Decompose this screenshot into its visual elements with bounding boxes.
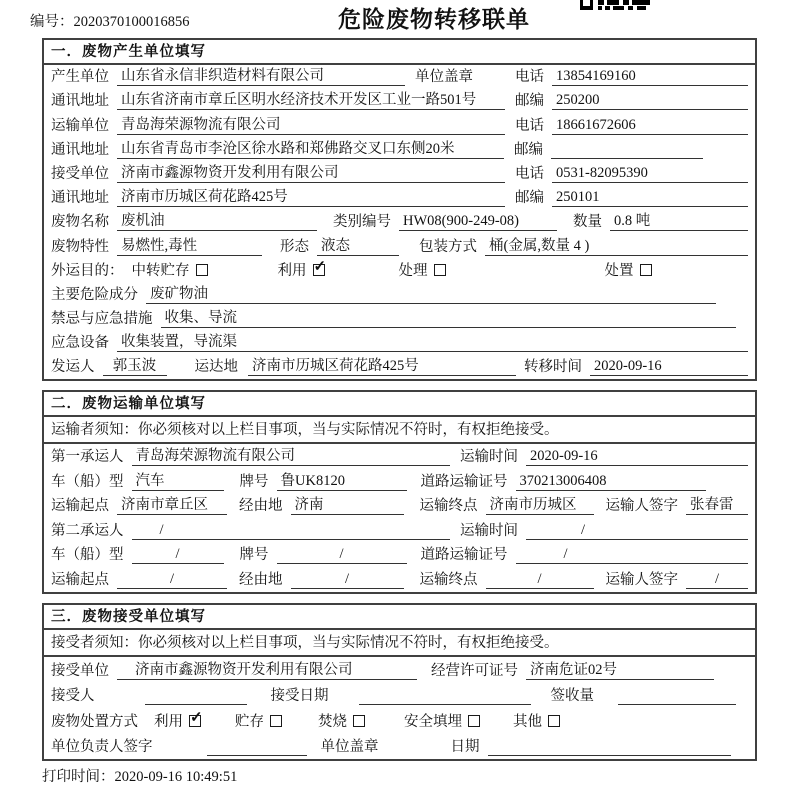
second-route-sign-value: / <box>686 570 748 589</box>
hazard-component-label: 主要危险成分 <box>51 286 138 303</box>
disposal-option-incinerate-label: 焚烧 <box>318 713 347 730</box>
disposal-option-store-label: 贮存 <box>235 713 264 730</box>
purpose-option-recycle-label: 利用 <box>277 262 307 279</box>
purpose-dispose-checkbox <box>640 264 652 276</box>
first-route-sign-value: 张春雷 <box>686 496 748 515</box>
receiver-notice: 接受者须知：你必须核对以上栏目事项，当与实际情况不符时，有权拒绝接受。 <box>44 630 755 657</box>
receive-unit-value: 济南市鑫源物资开发利用有限公司 <box>117 661 417 680</box>
second-carrier-label: 第二承运人 <box>51 522 124 539</box>
row-receiver <box>44 162 755 186</box>
seal-date-value <box>488 738 732 756</box>
first-route-via-label: 经由地 <box>239 498 283 515</box>
transporter-label: 运输单位 <box>51 117 109 134</box>
purpose-option-treat <box>399 262 446 280</box>
page-title: 危险废物转移联单 <box>338 7 530 32</box>
row-transporter-address <box>44 138 755 162</box>
transporter-address-value: 山东省青岛市李沧区徐水路和郑佛路交叉口东侧20米 <box>117 140 504 159</box>
first-transport-time-value: 2020-09-16 <box>526 447 748 466</box>
row-second-vehicle <box>44 543 755 568</box>
purpose-option-storage-label: 中转贮存 <box>131 262 190 279</box>
second-vehicle-type-label: 车（船）型 <box>51 547 124 564</box>
section-transport-title: 二．废物运输单位填写 <box>44 392 755 417</box>
receive-unit-label: 接受单位 <box>51 662 109 679</box>
section-receive-title: 三．废物接受单位填写 <box>44 605 755 630</box>
waste-props-value: 易燃性,毒性 <box>117 237 262 256</box>
disposal-method-label: 废物处置方式 <box>51 713 138 730</box>
purpose-option-recycle <box>278 262 325 280</box>
transfer-time-value: 2020-09-16 <box>590 357 748 376</box>
waste-props-label: 废物特性 <box>51 238 109 255</box>
second-plate-value: / <box>277 545 407 564</box>
row-waste-name <box>44 210 755 234</box>
emergency-measures-label: 禁忌与应急措施 <box>51 311 153 328</box>
producer-zip-label: 邮编 <box>515 93 544 110</box>
second-transport-time-value: / <box>526 521 748 540</box>
first-vehicle-type-value: 汽车 <box>132 472 224 491</box>
disposal-store-checkbox <box>270 715 282 727</box>
disposal-option-landfill <box>404 713 480 731</box>
purpose-option-dispose-label: 处置 <box>604 262 634 279</box>
row-transporter <box>44 113 755 137</box>
transporter-value: 青岛海荣源物流有限公司 <box>117 116 505 135</box>
second-carrier-value: / <box>132 521 451 540</box>
producer-address-value: 山东省济南市章丘区明水经济技术开发区工业一路501号 <box>117 91 505 110</box>
disposal-option-incinerate <box>318 713 365 731</box>
disposal-option-other-label: 其他 <box>513 713 542 730</box>
producer-value: 山东省永信非织造材料有限公司 <box>117 67 405 86</box>
purpose-recycle-checkbox <box>313 264 325 276</box>
second-transport-time-label: 运输时间 <box>460 522 518 539</box>
producer-tel-value: 13854169160 <box>552 67 748 86</box>
waste-form-value: 液态 <box>317 237 399 256</box>
first-route-via-value: 济南 <box>291 496 404 515</box>
second-route-start-label: 运输起点 <box>51 572 109 588</box>
transporter-zip-label: 邮编 <box>514 141 543 158</box>
emergency-measures-value: 收集、导流 <box>161 309 737 328</box>
waste-name-label: 废物名称 <box>51 214 109 231</box>
transporter-notice: 运输者须知：你必须核对以上栏目事项，当与实际情况不符时，有权拒绝接受。 <box>44 417 755 444</box>
disposal-option-recycle-label: 利用 <box>154 713 183 730</box>
receiver-value: 济南市鑫源物资开发利用有限公司 <box>117 164 505 183</box>
row-receiver-address <box>44 186 755 210</box>
unit-seal-label: 单位盖章 <box>415 69 473 86</box>
hazard-component-value: 废矿物油 <box>146 285 716 304</box>
disposal-recycle-checkbox <box>189 715 201 727</box>
emergency-equipment-label: 应急设备 <box>51 335 109 352</box>
first-transport-time-label: 运输时间 <box>460 449 518 466</box>
first-route-sign-label: 运输人签字 <box>605 498 678 515</box>
disposal-option-other <box>513 713 560 731</box>
unit-seal-label-2: 单位盖章 <box>320 739 379 755</box>
first-route-end-label: 运输终点 <box>419 498 478 515</box>
serial-value: 2020370100016856 <box>73 14 190 30</box>
first-route-start-label: 运输起点 <box>51 498 109 515</box>
second-permit-label: 道路运输证号 <box>420 547 508 564</box>
row-producer <box>44 65 755 89</box>
first-carrier-value: 青岛海荣源物流有限公司 <box>132 447 451 466</box>
section-transport <box>42 390 757 594</box>
first-permit-value: 370213006408 <box>516 472 707 491</box>
row-first-route <box>44 494 755 519</box>
section-producer-title: 一．废物产生单位填写 <box>44 40 755 65</box>
transporter-zip-value <box>551 141 703 159</box>
receiver-tel-label: 电话 <box>515 165 544 182</box>
receive-person-label: 接受人 <box>51 688 95 704</box>
waste-name-value: 废机油 <box>117 212 317 231</box>
disposal-option-landfill-label: 安全填埋 <box>404 713 462 730</box>
sender-value: 郭玉波 <box>103 357 167 376</box>
producer-tel-label: 电话 <box>515 69 544 86</box>
row-first-vehicle <box>44 469 755 494</box>
disposal-option-recycle <box>154 713 201 731</box>
emergency-equipment-value: 收集装置，导流渠 <box>117 333 748 352</box>
second-route-via-value: / <box>291 570 404 589</box>
row-second-carrier <box>44 518 755 543</box>
receiver-zip-value: 250101 <box>552 188 748 207</box>
receive-person-value <box>145 687 247 705</box>
row-transfer-purpose <box>44 259 755 283</box>
purpose-storage-checkbox <box>196 264 208 276</box>
receiver-tel-value: 0531-82095390 <box>552 164 748 183</box>
first-plate-value: 鲁UK8120 <box>277 472 407 491</box>
purpose-treat-checkbox <box>434 264 446 276</box>
destination-value: 济南市历城区荷花路425号 <box>248 357 516 376</box>
second-route-sign-label: 运输人签字 <box>605 572 678 588</box>
document-header <box>0 0 796 38</box>
waste-pack-value: 桶(金属,数量 4 ) <box>485 237 748 256</box>
receive-amount-label: 签收量 <box>550 688 594 704</box>
license-label: 经营许可证号 <box>431 662 518 679</box>
responsible-sign-label: 单位负责人签字 <box>51 739 153 755</box>
row-second-route <box>44 567 755 592</box>
row-disposal-method <box>44 708 755 734</box>
section-receive <box>42 603 757 761</box>
row-signature <box>44 734 755 760</box>
receive-date-value <box>359 687 531 705</box>
purpose-option-treat-label: 处理 <box>398 262 428 279</box>
first-vehicle-type-label: 车（船）型 <box>51 473 124 490</box>
waste-qty-label: 数量 <box>573 214 602 231</box>
row-first-carrier <box>44 444 755 469</box>
seal-date-label: 日期 <box>450 739 480 755</box>
print-time-label: 打印时间： <box>42 769 115 785</box>
second-plate-label: 牌号 <box>239 547 269 564</box>
first-permit-label: 道路运输证号 <box>420 473 508 490</box>
waste-pack-label: 包装方式 <box>419 238 477 255</box>
second-route-end-value: / <box>486 570 594 589</box>
transfer-time-label: 转移时间 <box>524 359 582 376</box>
qr-code-partial-icon <box>580 0 652 11</box>
transporter-address-label: 通讯地址 <box>51 141 109 158</box>
row-dispatch <box>44 355 755 379</box>
transporter-tel-label: 电话 <box>515 117 544 134</box>
second-permit-value: / <box>516 545 749 564</box>
disposal-option-store <box>235 713 282 731</box>
first-carrier-label: 第一承运人 <box>51 449 124 466</box>
waste-code-label: 类别编号 <box>333 214 391 231</box>
purpose-label: 外运目的： <box>51 262 124 279</box>
producer-address-label: 通讯地址 <box>51 93 109 110</box>
print-time <box>42 765 796 786</box>
receiver-address-value: 济南市历城区荷花路425号 <box>117 188 505 207</box>
second-route-end-label: 运输终点 <box>419 572 478 588</box>
responsible-sign-value <box>207 738 307 756</box>
row-producer-address <box>44 89 755 113</box>
first-plate-label: 牌号 <box>239 473 269 490</box>
transporter-tel-value: 18661672606 <box>552 116 748 135</box>
print-time-value: 2020-09-16 10:49:51 <box>114 769 238 785</box>
receiver-label: 接受单位 <box>51 165 109 182</box>
sender-label: 发运人 <box>51 359 95 376</box>
row-waste-props <box>44 234 755 258</box>
waste-code-value: HW08(900-249-08) <box>399 212 557 231</box>
second-vehicle-type-value: / <box>132 545 224 564</box>
producer-zip-value: 250200 <box>552 91 748 110</box>
row-emergency-equipment <box>44 331 755 355</box>
row-receipt <box>44 683 755 709</box>
row-emergency-measures <box>44 307 755 331</box>
receive-amount-value <box>618 687 736 705</box>
disposal-landfill-checkbox <box>468 715 480 727</box>
waste-form-label: 形态 <box>280 238 309 255</box>
license-value: 济南危证02号 <box>526 661 714 680</box>
first-route-start-value: 济南市章丘区 <box>117 496 227 515</box>
receiver-address-label: 通讯地址 <box>51 190 109 207</box>
serial-label: 编号： <box>30 14 74 30</box>
disposal-other-checkbox <box>548 715 560 727</box>
first-route-end-value: 济南市历城区 <box>486 496 594 515</box>
producer-label: 产生单位 <box>51 69 109 86</box>
waste-qty-value: 0.8 吨 <box>610 212 748 231</box>
second-route-start-value: / <box>117 570 227 589</box>
receive-date-label: 接受日期 <box>270 688 329 704</box>
disposal-incinerate-checkbox <box>353 715 365 727</box>
second-route-via-label: 经由地 <box>239 572 283 588</box>
receiver-zip-label: 邮编 <box>515 190 544 207</box>
section-producer <box>42 38 757 381</box>
row-hazard-component <box>44 283 755 307</box>
destination-label: 运达地 <box>194 359 238 376</box>
purpose-option-dispose <box>605 262 652 280</box>
row-receive-unit <box>44 657 755 683</box>
purpose-option-storage <box>132 262 208 280</box>
